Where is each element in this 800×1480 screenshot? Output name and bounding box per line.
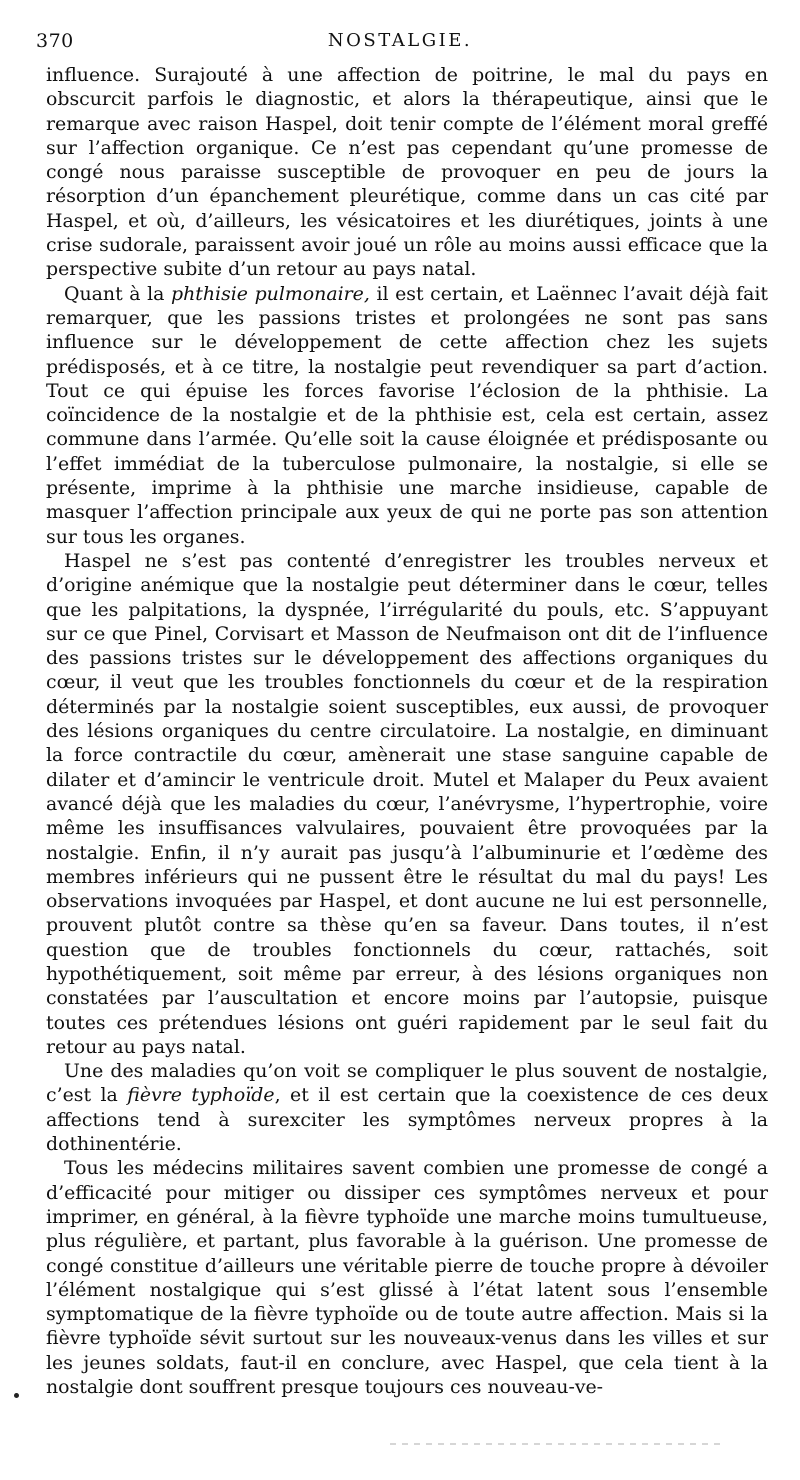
paragraph-text: , et il est certain que la coexistence de ces deux affections tend à surexciter les symptômes nerveux propres à la dothinentérie. bbox=[46, 1084, 768, 1156]
paragraph-text: influence. Surajouté à une affection de poitrine, le mal du pays en obscurcit parfois le diagnostic, et alors la thérapeutique, ainsi que le remarque avec raison Haspel, doit tenir compte de l’élément moral greffé sur l’affection organique. Ce n’est pas cependant qu’une promesse de congé nous paraisse susceptible de provoquer en peu de jours la résorption d’un épanchement pleurétique, comme dans un cas cité par Haspel, et où, d’ailleurs, les vésicatoires et les diurétiques, joints à une crise sudorale, paraissent avoir joué un rôle au moins aussi efficace que la perspective subite d’un retour au pays natal. bbox=[46, 64, 768, 281]
italic-term: fièvre typhoïde bbox=[127, 1084, 275, 1107]
paragraph bbox=[46, 63, 768, 282]
paragraph bbox=[46, 282, 768, 549]
paragraph bbox=[46, 549, 768, 1059]
paragraph-text: Quant à la bbox=[64, 282, 172, 305]
paragraph-text: Tous les médecins militaires savent combien une promesse de congé a d’efficacité pour mitiger ou dissiper ces symptômes nerveux et pour imprimer, en général, à la fièvre typhoïde une marche moins tumultueuse, plus régulière, et partant, plus favorable à la guérison. Une promesse de congé constitue d’ailleurs une véritable pierre de touche propre à dévoiler l’élément nostalgique qui s’est glissé à l’état latent sous l’ensemble symptomatique de la fièvre typhoïde ou de toute autre affection. Mais si la fièvre typhoïde sévit surtout sur les nouveaux-venus dans les villes et sur les jeunes soldats, faut-il en conclure, avec Haspel, que cela tient à la nostalgie dont souffrent presque toujours ces nouveau-ve- bbox=[46, 1157, 768, 1399]
paragraph-text: Haspel ne s’est pas contenté d’enregistrer les troubles nerveux et d’origine anémique que la nostalgie peut déterminer dans le cœur, telles que les palpitations, la dyspnée, l’irrégularité du pouls, etc. S’appuyant sur ce que Pinel, Corvisart et Masson de Neufmaison ont dit de l’influence des passions tristes sur le développement des affections organiques du cœur, il veut que les troubles fonctionnels du cœur et de la respiration déterminés par la nostalgie soient susceptibles, eux aussi, de provoquer des lésions organiques du centre circulatoire. La nostalgie, en diminuant la force contractile du cœur, amènerait une stase sanguine capable de dilater et d’amincir le ventricule droit. Mutel et Malaper du Peux avaient avancé déjà que les maladies du cœur, l’anévrysme, l’hypertrophie, voire même les insuffisances valvulaires, pouvaient être provoquées par la nostalgie. Enfin, il n’y aurait pas jusqu’à l’albuminurie et l’œdème des membres inférieurs qui ne pussent être le résultat du mal du pays! Les observations invoquées par Haspel, et dont aucune ne lui est personnelle, prouvent plutôt contre sa thèse qu’en sa faveur. Dans toutes, il n’est question que de troubles fonctionnels du cœur, rattachés, soit hypothétiquement, soit même par erreur, à des lésions organiques non constatées par l’auscultation et encore moins par l’autopsie, puisque toutes ces prétendues lésions ont guéri rapidement par le seul fait du retour au pays natal. bbox=[46, 549, 768, 1058]
bleed-through-smudge bbox=[390, 1443, 720, 1445]
running-head: NOSTALGIE. bbox=[327, 30, 473, 51]
paragraph-text: il est certain, et Laënnec l’avait déjà fait remarquer, que les passions tristes et prolongées ne sont pas sans influence sur le développement de cette affection chez les sujets prédisposés, et à ce titre, la nostalgie peut revendiquer sa part d’action. Tout ce qui épuise les forces favorise l’éclosion de la phthisie. La coïncidence de la nostalgie et de la phthisie est, cela est certain, assez commune dans l’armée. Qu’elle soit la cause éloignée et prédisposante ou l’effet immédiat de la tuberculose pulmonaire, la nostalgie, si elle se présente, imprime à la phthisie une marche insidieuse, capable de masquer l’affection principale aux yeux de qui ne porte pas son attention sur tous les organes. bbox=[46, 282, 768, 548]
page-number: 370 bbox=[36, 30, 74, 52]
paragraph-text: Une des maladies qu’on voit se compliquer le plus souvent de nostalgie, c’est la bbox=[46, 1060, 768, 1107]
ink-speck bbox=[14, 1393, 19, 1398]
page-header bbox=[36, 30, 764, 60]
body-text bbox=[46, 63, 768, 1399]
paragraph bbox=[46, 1156, 768, 1399]
paragraph bbox=[46, 1059, 768, 1156]
italic-term: phthisie pulmonaire, bbox=[171, 282, 370, 305]
